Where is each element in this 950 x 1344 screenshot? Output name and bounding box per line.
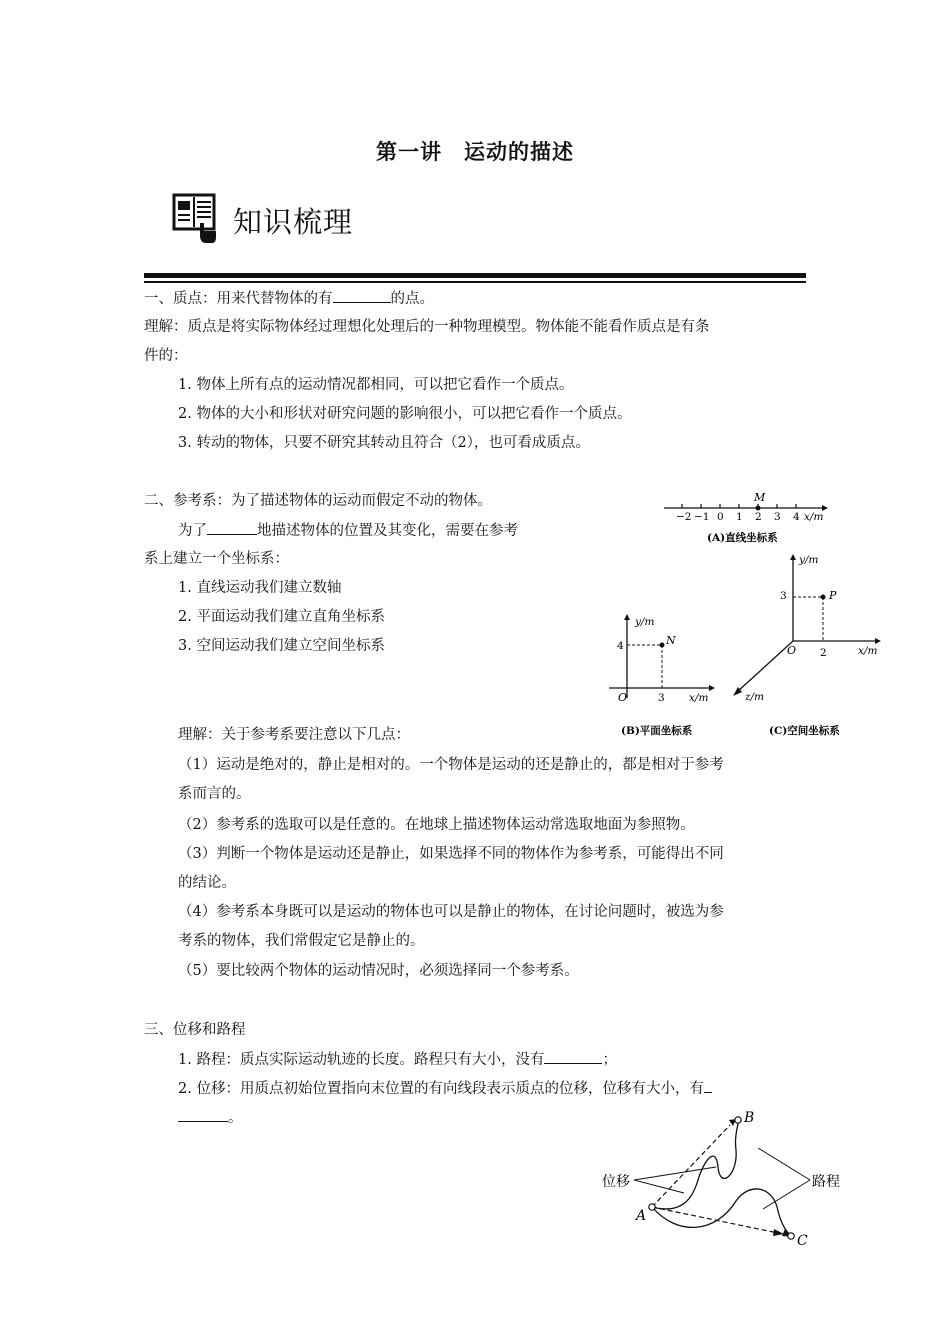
s2-heading: 二、参考系：为了描述物体的运动而假定不动的物体。 bbox=[144, 493, 492, 509]
x-tick-label: 3 bbox=[658, 692, 665, 704]
point-a bbox=[649, 1204, 655, 1210]
s2-para-pre: 为了 bbox=[178, 523, 207, 539]
point-n-label: N bbox=[666, 634, 676, 647]
title-lecture: 第一讲 bbox=[376, 139, 442, 164]
s3-item-path bbox=[178, 1049, 617, 1070]
s2-point: （2）参考系的选取可以是任意的。在地球上描述物体运动常选取地面为参照物。 bbox=[178, 817, 695, 833]
s2-point: （1）运动是绝对的，静止是相对的。一个物体是运动的还是静止的，都是相对于参考 bbox=[178, 757, 724, 773]
z-axis-label: z/m bbox=[745, 691, 765, 703]
divider-thick bbox=[144, 273, 806, 278]
s2-para-line2: 系上建立一个坐标系： bbox=[144, 551, 289, 567]
tick-label: 0 bbox=[717, 511, 724, 523]
point-b bbox=[735, 1117, 741, 1123]
s2-understand: 理解：关于参考系要注意以下几点： bbox=[178, 727, 410, 743]
displacement-label: 位移 bbox=[602, 1174, 630, 1190]
plane-coordinate-figure bbox=[605, 612, 720, 742]
page-title bbox=[0, 136, 950, 166]
c-label: C bbox=[797, 1233, 808, 1249]
x-tick-label: 2 bbox=[820, 647, 827, 659]
s3-item2-pre: 2. 位移：用质点初始位置指向末位置的有向线段表示质点的位移，位移有大小，有 bbox=[178, 1081, 704, 1097]
s2-point: （4）参考系本身既可以是运动的物体也可以是静止的物体，在讨论问题时，被选为参 bbox=[178, 904, 724, 920]
tick-label: 4 bbox=[793, 511, 800, 523]
s3-item2-post: 。 bbox=[228, 1110, 243, 1126]
number-line-figure bbox=[660, 486, 840, 548]
path-label: 路程 bbox=[812, 1174, 840, 1190]
s2-item: 2. 平面运动我们建立直角坐标系 bbox=[178, 609, 385, 625]
space-coordinate-figure bbox=[725, 548, 890, 742]
s2-point: （3）判断一个物体是运动还是静止，如果选择不同的物体作为参考系，可能得出不同 bbox=[178, 846, 724, 862]
s2-point: 的结论。 bbox=[178, 875, 236, 891]
caption-b: (B)平面坐标系 bbox=[621, 725, 693, 737]
b-label: B bbox=[744, 1110, 755, 1126]
caption-c: (C)空间坐标系 bbox=[769, 725, 840, 737]
notebook-hand-icon bbox=[172, 193, 216, 245]
fill-blank bbox=[178, 1107, 228, 1122]
divider-thin bbox=[144, 281, 806, 283]
s2-point: （5）要比较两个物体的运动情况时，必须选择同一个参考系。 bbox=[178, 963, 579, 979]
y-tick-label: 3 bbox=[780, 590, 787, 602]
origin-label: O bbox=[787, 644, 797, 657]
s2-para-post: 地描述物体的位置及其变化，需要在参考 bbox=[257, 523, 518, 539]
fill-blank bbox=[333, 288, 391, 303]
s2-item: 3. 空间运动我们建立空间坐标系 bbox=[178, 638, 385, 654]
fill-blank bbox=[207, 520, 257, 535]
s1-understand-line1: 理解：质点是将实际物体经过理想化处理后的一种物理模型。物体能不能看作质点是有条 bbox=[144, 319, 710, 335]
s1-item: 1. 物体上所有点的运动情况都相同，可以把它看作一个质点。 bbox=[178, 377, 574, 393]
s3-item1-pre: 1. 路程：质点实际运动轨迹的长度。路程只有大小，没有 bbox=[178, 1052, 545, 1068]
point-p-label: P bbox=[829, 589, 837, 602]
point-m bbox=[756, 506, 761, 511]
x-axis-label: x/m bbox=[689, 692, 709, 704]
s1-item: 2. 物体的大小和形状对研究问题的影响很小，可以把它看作一个质点。 bbox=[178, 406, 632, 422]
point-c bbox=[788, 1233, 794, 1239]
s3-item-displacement bbox=[178, 1078, 712, 1099]
tick-label: 2 bbox=[755, 511, 762, 523]
fill-blank bbox=[544, 1049, 602, 1064]
y-tick-label: 4 bbox=[617, 640, 624, 652]
tick-label: −2 bbox=[676, 511, 692, 523]
point-p bbox=[821, 595, 826, 600]
s1-understand-line2: 件的： bbox=[144, 348, 188, 364]
s1-heading-pre: 一、质点：用来代替物体的有 bbox=[144, 291, 333, 307]
tick-label: 3 bbox=[774, 511, 781, 523]
s2-point: 系而言的。 bbox=[178, 786, 251, 802]
point-m-label: M bbox=[754, 491, 766, 504]
s3-heading: 三、位移和路程 bbox=[144, 1022, 246, 1038]
fill-blank bbox=[704, 1078, 712, 1093]
s3-item1-post: ； bbox=[602, 1052, 617, 1068]
tick-label: −1 bbox=[694, 511, 710, 523]
x-axis-label: x/m bbox=[858, 645, 878, 657]
s2-point: 考系的物体，我们常假定它是静止的。 bbox=[178, 933, 425, 949]
y-axis-label: y/m bbox=[799, 554, 819, 566]
s3-item-displacement-cont bbox=[178, 1107, 243, 1128]
tick-label: 1 bbox=[736, 511, 743, 523]
s2-item: 1. 直线运动我们建立数轴 bbox=[178, 580, 342, 596]
s1-heading-post: 的点。 bbox=[390, 291, 434, 307]
origin-label: O bbox=[618, 691, 628, 704]
s1-heading bbox=[144, 288, 434, 309]
caption-a: (A)直线坐标系 bbox=[707, 532, 778, 544]
title-topic: 运动的描述 bbox=[464, 139, 574, 164]
s2-para bbox=[178, 520, 518, 541]
point-n bbox=[660, 643, 665, 648]
a-label: A bbox=[636, 1208, 647, 1224]
y-axis-label: y/m bbox=[635, 616, 655, 628]
s1-item: 3. 转动的物体，只要不研究其转动且符合（2），也可看成质点。 bbox=[178, 435, 590, 451]
axis-label: x/m bbox=[804, 511, 824, 523]
section-heading: 知识梳理 bbox=[233, 205, 354, 239]
displacement-path-figure bbox=[598, 1105, 848, 1255]
